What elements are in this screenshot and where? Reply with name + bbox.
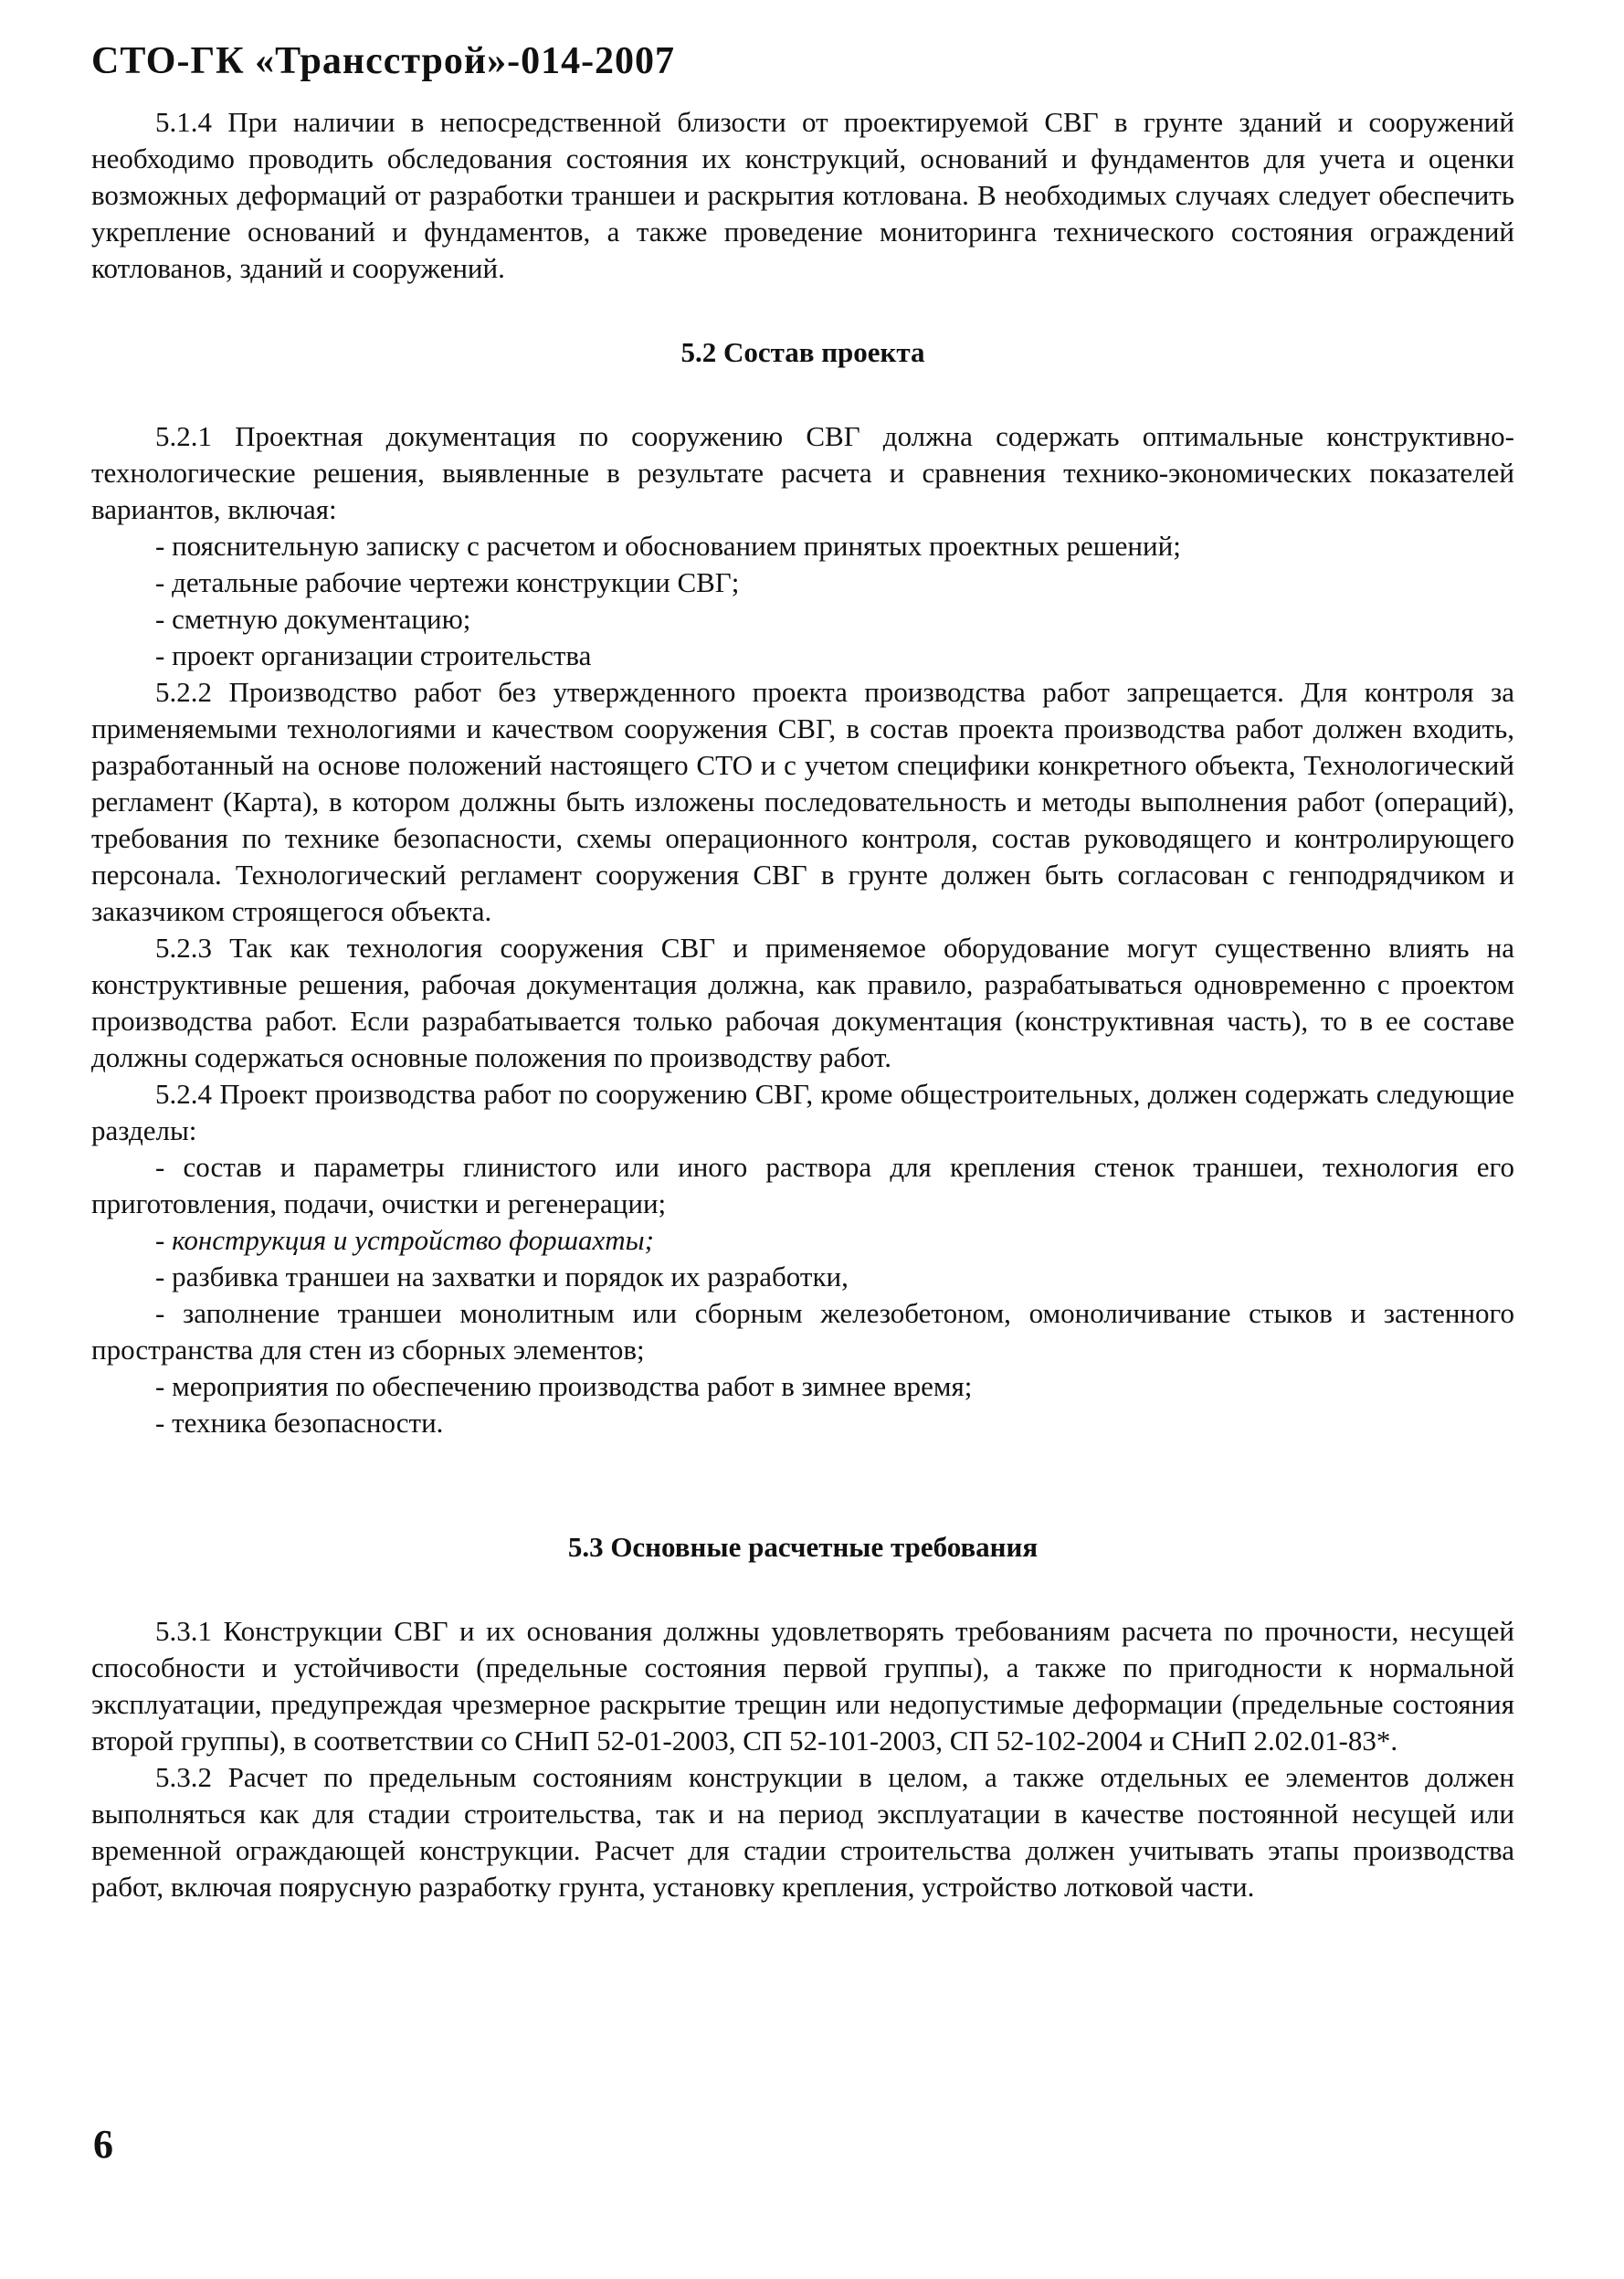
spacer: [91, 1441, 1514, 1529]
list-item: - разбивка траншеи на захватки и порядок их разработки,: [155, 1261, 849, 1293]
paragraph-5-2-2: 5.2.2 Производство работ без утвержденного проекта производства работ запрещается. Для контроля за применяемыми технологиями и качеством сооружения СВГ, в состав проекта производства работ должен входить, разработанный на основе положений настоящего СТО и с учетом специфики конкретного объекта, Технологический регламент (Карта), в котором должны быть изложены последовательность и методы выполнения работ (операций), требования по технике безопасности, схемы операционного контроля, состав руководящего и контролирующего персонала. Технологический регламент сооружения СВГ в грунте должен быть согласован с генподрядчиком и заказчиком строящегося объекта.: [91, 676, 1514, 928]
list-item: - сметную документацию;: [155, 603, 471, 636]
paragraph-5-3-1: 5.3.1 Конструкции СВГ и их основания должны удовлетворять требованиям расчета по прочности, несущей способности и устойчивости (предельные состояния первой группы), а также по пригодности к нормальной эксплуатации, предупреждая чрезмерное раскрытие трещин или недопустимые деформации (предельные состояния второй группы), в соответствии со СНиП 52-01-2003, СП 52-101-2003, СП 52-102-2004 и СНиП 2.02.01-83*.: [91, 1615, 1514, 1757]
section-title-5-3: 5.3 Основные расчетные требования: [567, 1531, 1039, 1564]
list-item: - мероприятия по обеспечению производства работ в зимнее время;: [155, 1370, 973, 1403]
page-number: 6: [93, 2122, 113, 2167]
paragraph-5-2-1: 5.2.1 Проектная документация по сооружению СВГ должна содержать оптимальные конструктивно-технологические решения, выявленные в результате расчета и сравнения технико-экономических показателей вариантов, включая:: [91, 420, 1514, 526]
list-item: - конструкция и устройство форшахты;: [155, 1224, 654, 1257]
list-item: - состав и параметры глинистого или иного раствора для крепления стенок траншеи, технология его приготовления, подачи, очистки и регенерации;: [91, 1151, 1514, 1220]
paragraph-5-2-3: 5.2.3 Так как технология сооружения СВГ и применяемое оборудование могут существенно влиять на конструктивные решения, рабочая документация должна, как правило, разрабатываться одновременно с проектом производства работ. Если разрабатывается только рабочая документация (конструктивная часть), то в ее составе должны содержаться основные положения по производству работ.: [91, 932, 1514, 1074]
list-item: - детальные рабочие чертежи конструкции СВГ;: [155, 566, 740, 599]
list-item: - пояснительную записку с расчетом и обоснованием принятых проектных решений;: [155, 530, 1181, 563]
spacer: [91, 287, 1514, 334]
spacer: [91, 1566, 1514, 1613]
document-header-code: СТО-ГК «Трансстрой»-014-2007: [91, 40, 676, 82]
paragraph-5-2-4: 5.2.4 Проект производства работ по сооружению СВГ, кроме общестроительных, должен содержать следующие разделы:: [91, 1078, 1514, 1147]
list-item: - техника безопасности.: [155, 1407, 444, 1440]
section-title-5-2: 5.2 Состав проекта: [680, 336, 925, 369]
spacer: [91, 371, 1514, 418]
paragraph-5-1-4: 5.1.4 При наличии в непосредственной близости от проектируемой СВГ в грунте зданий и сооружений необходимо проводить обследования состояния их конструкций, оснований и фундаментов для учета и оценки возможных деформаций от разработки траншеи и раскрытия котлована. В необходимых случаях следует обеспечить укрепление оснований и фундаментов, а также проведение мониторинга технического состояния ограждений котлованов, зданий и сооружений.: [91, 106, 1514, 285]
list-item: - проект организации строительства: [155, 639, 592, 672]
paragraph-5-3-2: 5.3.2 Расчет по предельным состояниям конструкции в целом, а также отдельных ее элементов должен выполняться как для стадии строительства, так и на период эксплуатации в качестве постоянной несущей или временной ограждающей конструкции. Расчет для стадии строительства должен учитывать этапы производства работ, включая поярусную разработку грунта, установку крепления, устройство лотковой части.: [91, 1761, 1514, 1904]
list-item: - заполнение траншеи монолитным или сборным железобетоном, омоноличивание стыков и застенного пространства для стен из сборных элементов;: [91, 1297, 1514, 1366]
